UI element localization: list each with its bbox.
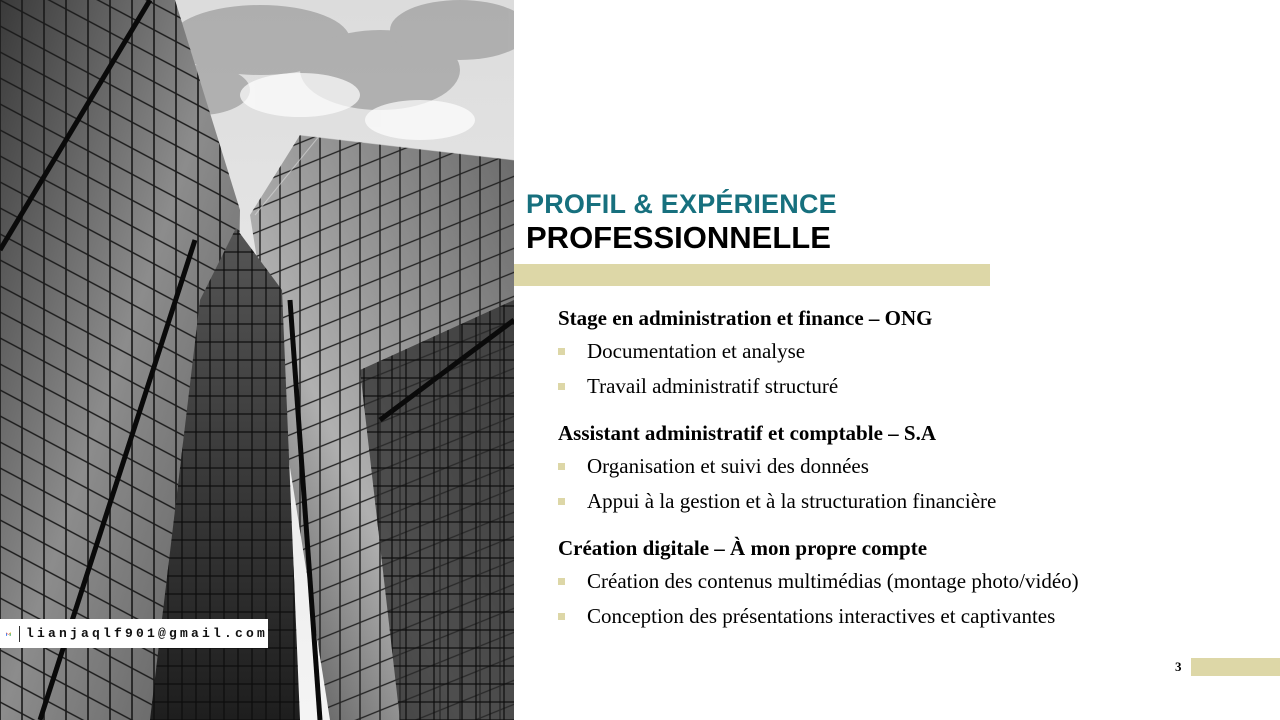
experience-list — [558, 303, 1258, 648]
bullet-square-icon — [558, 613, 565, 620]
building-photo — [0, 0, 514, 720]
email-address[interactable]: lianjaqlf901@gmail.com — [25, 626, 268, 641]
experience-title: Assistant administratif et comptable – S.A — [558, 421, 936, 445]
slide-title-line1: PROFIL & EXPÉRIENCE — [526, 189, 837, 219]
bullet-square-icon — [558, 463, 565, 470]
bullet-square-icon — [558, 578, 565, 585]
experience-title: Stage en administration et finance – ONG — [558, 306, 933, 330]
bullet-item — [558, 369, 1258, 404]
experience-section — [558, 303, 1258, 404]
page-number-bar — [1191, 658, 1280, 676]
bullet-item — [558, 484, 1258, 519]
bullet-item — [558, 449, 1258, 484]
bullet-text: Documentation et analyse — [587, 339, 806, 363]
bullet-item — [558, 599, 1258, 634]
email-contact[interactable] — [0, 619, 268, 648]
bullet-text: Conception des présentations interactives et captivantes — [587, 604, 1056, 628]
bullet-text: Organisation et suivi des données — [587, 454, 869, 478]
title-accent-bar — [514, 264, 990, 286]
experience-section — [558, 533, 1258, 634]
experience-section — [558, 418, 1258, 519]
bullet-item — [558, 334, 1258, 369]
bullet-square-icon — [558, 348, 565, 355]
bullet-text: Travail administratif structuré — [587, 374, 839, 398]
bullet-square-icon — [558, 498, 565, 505]
page-number: 3 — [1175, 659, 1182, 674]
slide-title-line2: PROFESSIONNELLE — [526, 220, 831, 255]
bullet-item — [558, 564, 1258, 599]
bullet-text: Appui à la gestion et à la structuration financière — [587, 489, 997, 513]
gmail-icon — [6, 627, 11, 641]
experience-title: Création digitale – À mon propre compte — [558, 536, 928, 560]
bullet-square-icon — [558, 383, 565, 390]
bullet-text: Création des contenus multimédias (montage photo/vidéo) — [587, 569, 1079, 593]
